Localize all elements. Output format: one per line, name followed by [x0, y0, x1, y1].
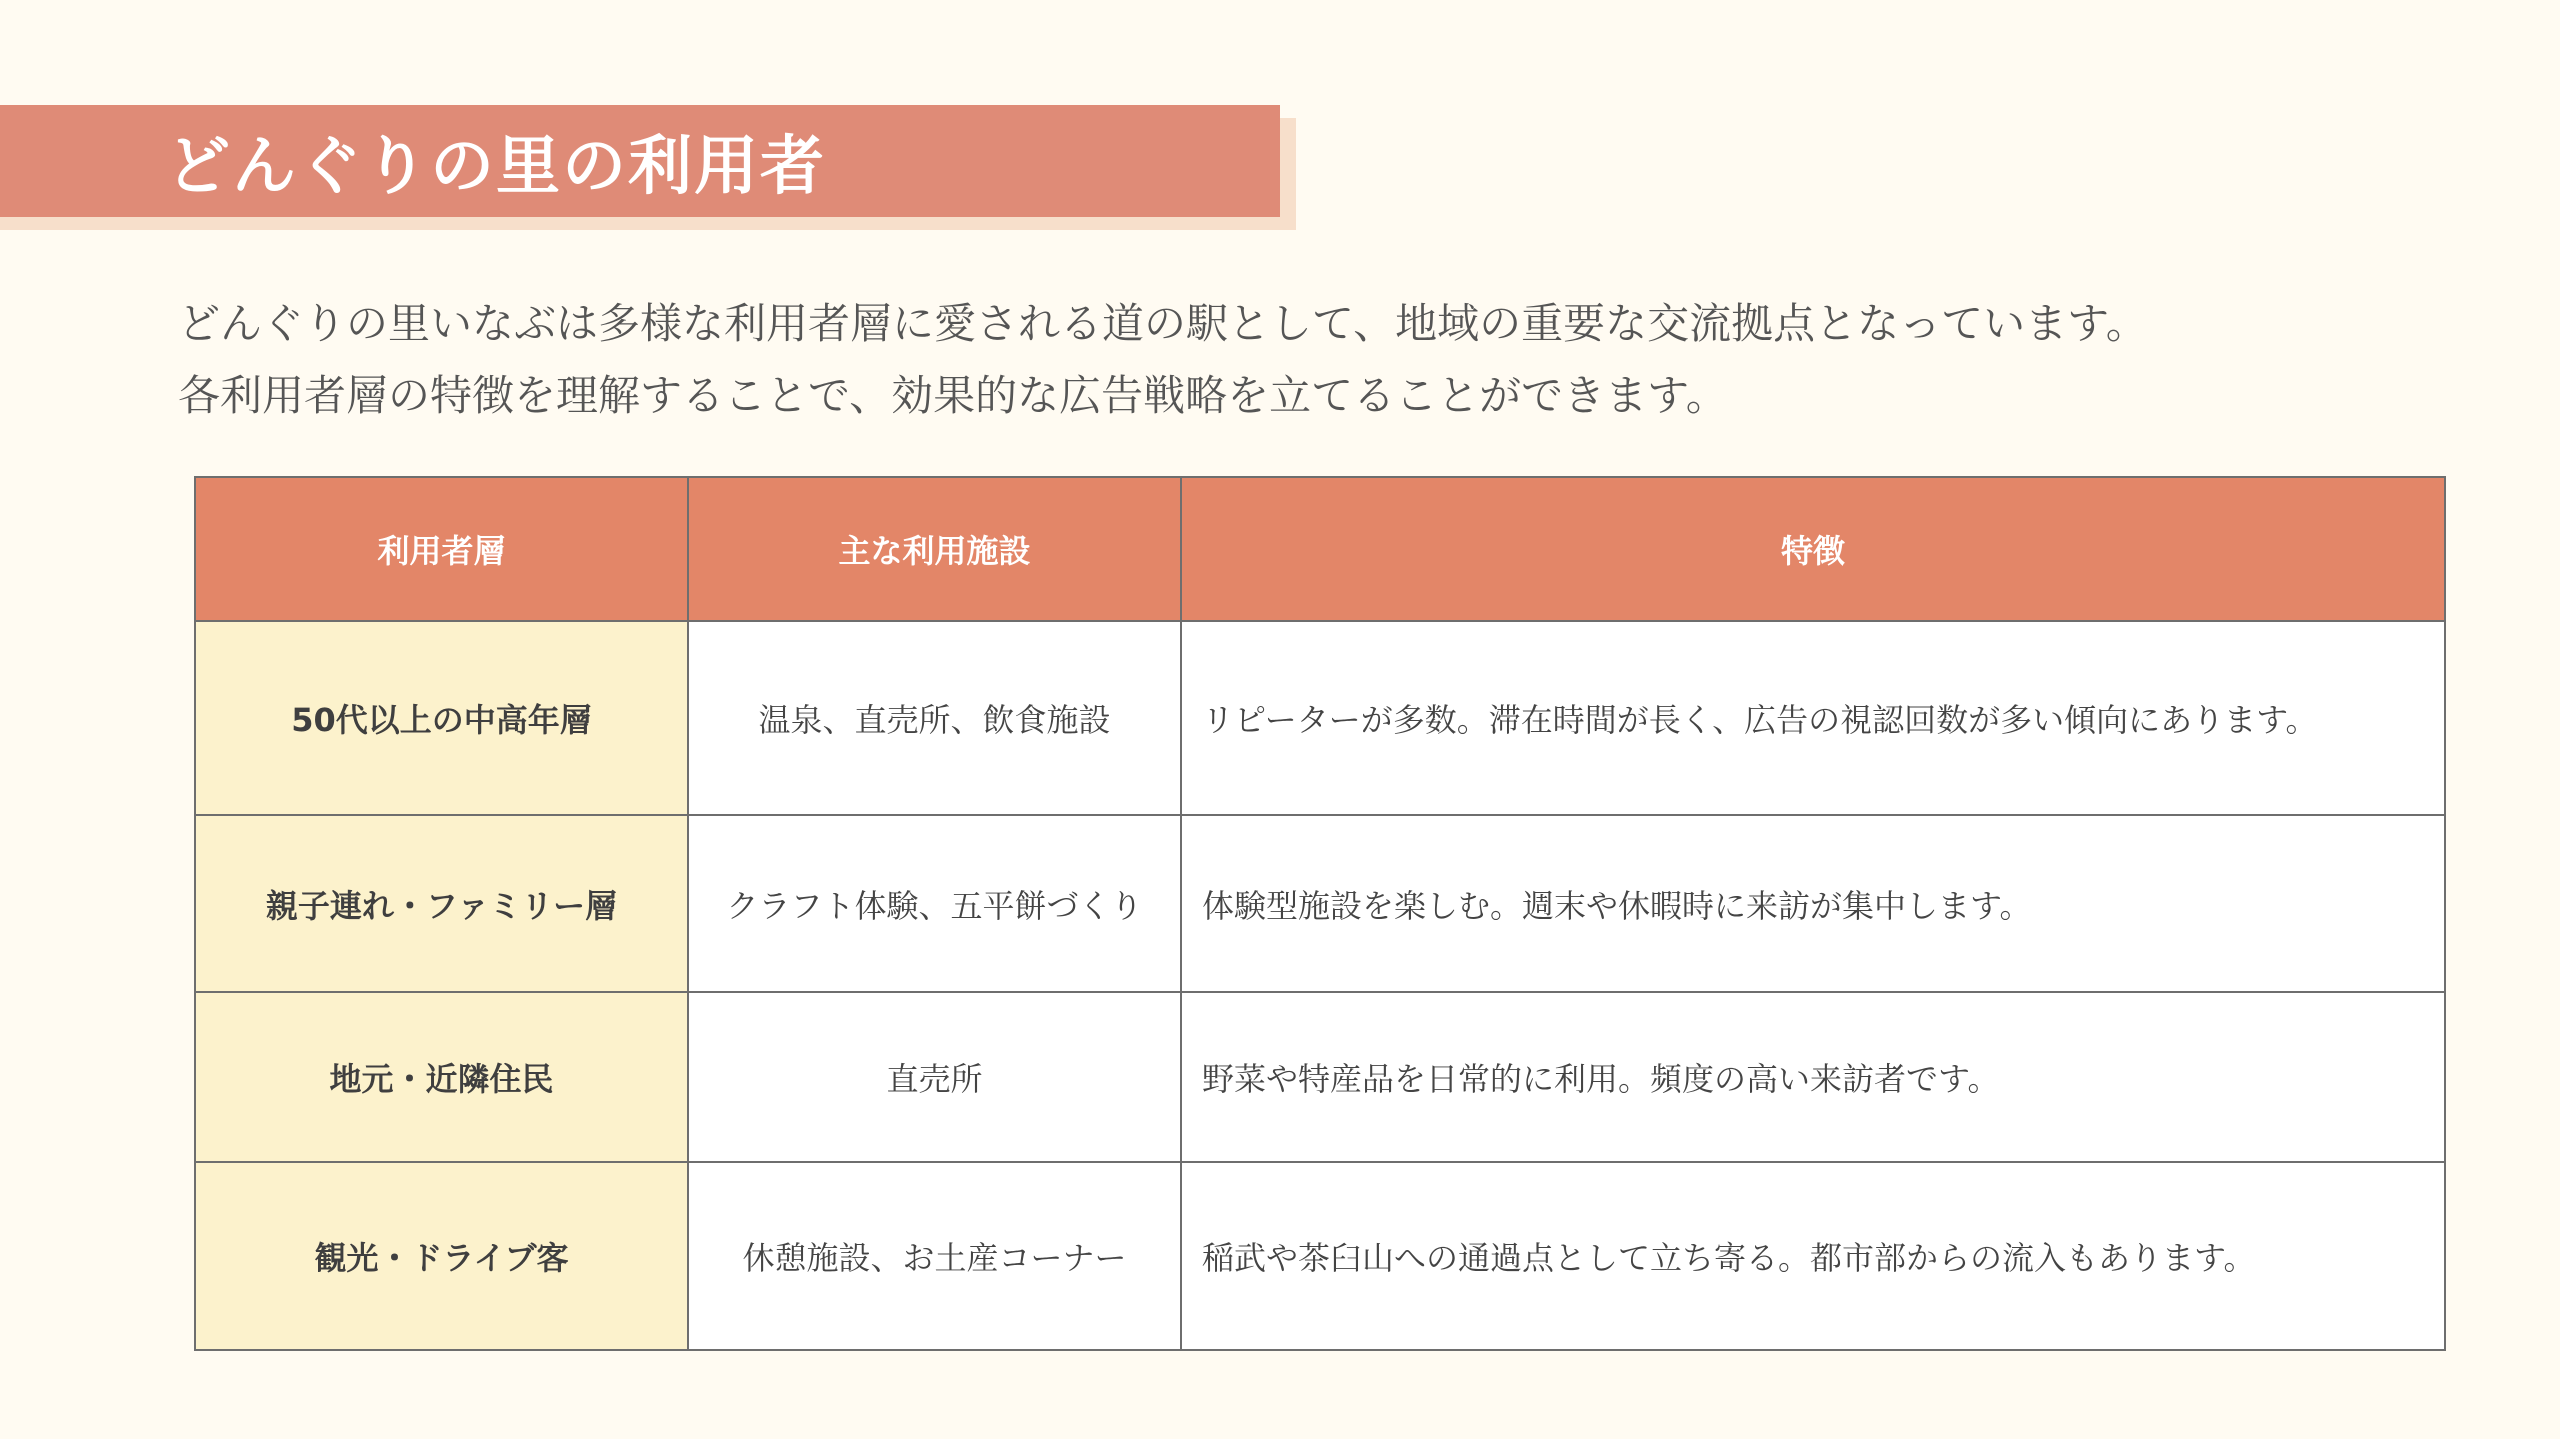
intro-line-2: 各利用者層の特徴を理解することで、効果的な広告戦略を立てることができます。 [178, 371, 1728, 420]
table-row [195, 815, 2445, 992]
table-row [195, 621, 2445, 815]
table-header-row [195, 477, 2445, 621]
table-row [195, 1162, 2445, 1350]
title-banner [0, 105, 1280, 217]
features-cell: 稲武や茶臼山への通過点として立ち寄る。都市部からの流入もあります。 [1181, 1162, 2445, 1350]
intro-line-1: どんぐりの里いなぶは多様な利用者層に愛される道の駅として、地域の重要な交流拠点となっています。 [178, 299, 2148, 348]
facilities-cell: 温泉、直売所、飲食施設 [688, 621, 1181, 815]
segment-cell: 地元・近隣住民 [195, 992, 688, 1162]
header-segment: 利用者層 [195, 477, 688, 621]
header-features: 特徴 [1181, 477, 2445, 621]
features-cell: リピーターが多数。滞在時間が長く、広告の視認回数が多い傾向にあります。 [1181, 621, 2445, 815]
table-row [195, 992, 2445, 1162]
header-facilities: 主な利用施設 [688, 477, 1181, 621]
segment-cell: 50代以上の中高年層 [195, 621, 688, 815]
features-cell: 体験型施設を楽しむ。週末や休暇時に来訪が集中します。 [1181, 815, 2445, 992]
facilities-cell: クラフト体験、五平餅づくり [688, 815, 1181, 992]
user-segments-table [194, 476, 2446, 1351]
facilities-cell: 休憩施設、お土産コーナー [688, 1162, 1181, 1350]
facilities-cell: 直売所 [688, 992, 1181, 1162]
intro-text [178, 288, 2478, 432]
features-cell: 野菜や特産品を日常的に利用。頻度の高い来訪者です。 [1181, 992, 2445, 1162]
page-title: どんぐりの里の利用者 [166, 130, 826, 204]
segment-cell: 観光・ドライブ客 [195, 1162, 688, 1350]
segment-cell: 親子連れ・ファミリー層 [195, 815, 688, 992]
